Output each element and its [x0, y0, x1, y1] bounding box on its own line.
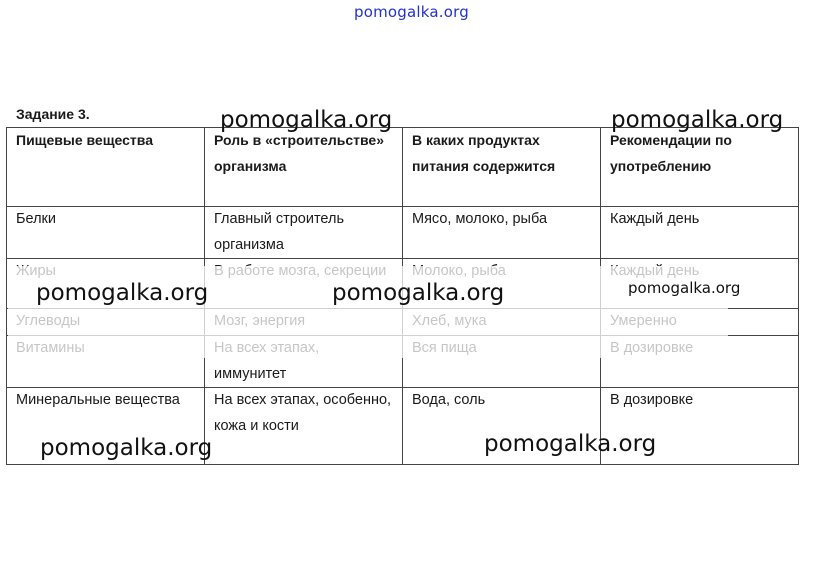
cell-role: Главный строитель организма	[205, 207, 403, 259]
cell-recommendation: В дозировке	[601, 388, 799, 465]
cell-nutrient: Белки	[7, 207, 205, 259]
watermark: pomogalka.org	[40, 435, 213, 461]
watermark: pomogalka.org	[484, 431, 657, 457]
watermark: pomogalka.org	[628, 279, 741, 297]
cell-recommendation: Каждый день	[601, 207, 799, 259]
watermark: pomogalka.org	[611, 107, 784, 133]
header-products: В каких продуктах питания содержится	[403, 128, 601, 207]
header-role: Роль в «строительстве» организма	[205, 128, 403, 207]
watermark: pomogalka.org	[332, 280, 505, 306]
header-recommendations: Рекомендации по употреблению	[601, 128, 799, 207]
table-header-row	[7, 128, 799, 207]
cell-role: На всех этапах, особенно, кожа и кости	[205, 388, 403, 465]
watermark: pomogalka.org	[220, 107, 393, 133]
cell-role: иммунитет	[205, 336, 403, 388]
header-nutrients: Пищевые вещества	[7, 128, 205, 207]
task-title: Задание 3.	[16, 106, 90, 122]
cell-nutrient: Минеральные вещества	[7, 388, 205, 465]
table-row	[7, 207, 799, 259]
watermark: pomogalka.org	[36, 280, 209, 306]
cell-products: Мясо, молоко, рыба	[403, 207, 601, 259]
cell-products: Вода, соль	[403, 388, 601, 465]
top-watermark: pomogalka.org	[354, 3, 469, 21]
